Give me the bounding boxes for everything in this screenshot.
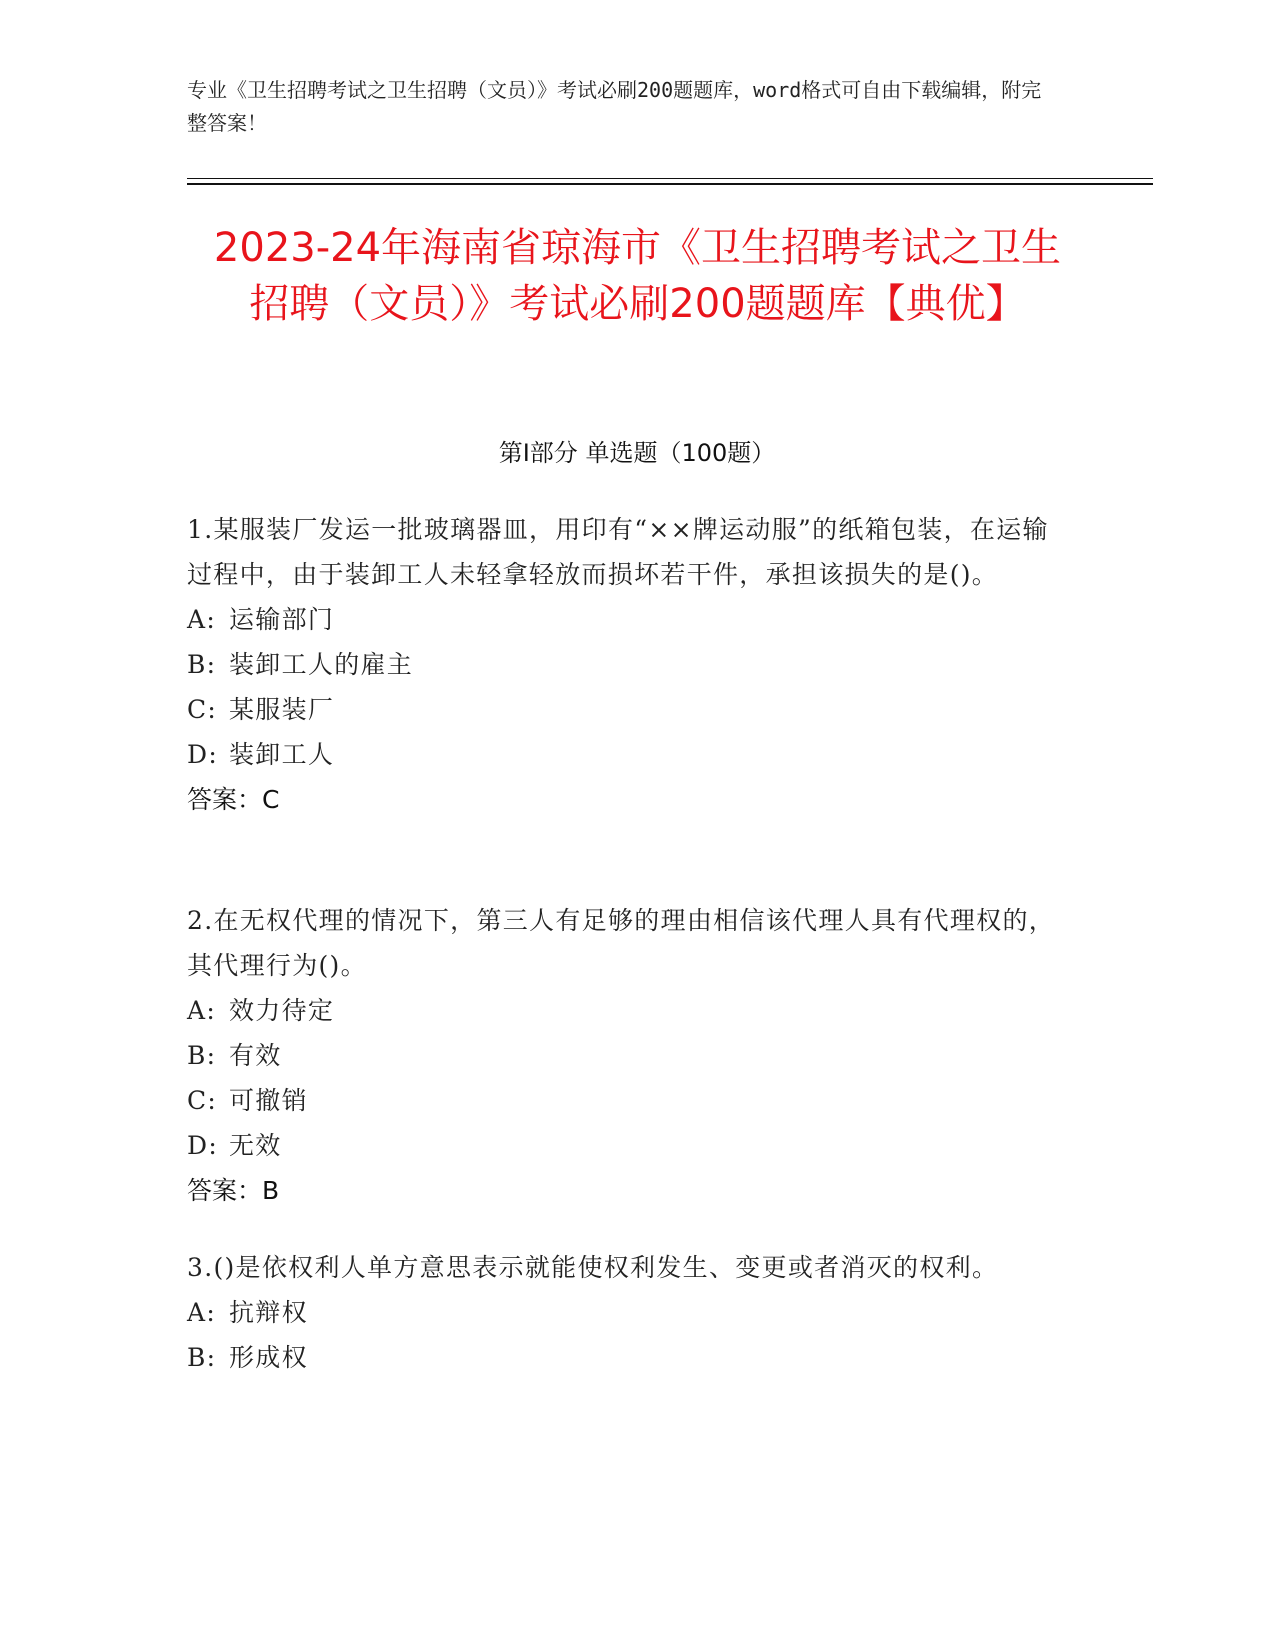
- option-label: B:: [187, 1343, 217, 1372]
- option-text: 抗辩权: [229, 1298, 308, 1327]
- option-a: [187, 1290, 1067, 1335]
- option-b: [187, 1335, 1067, 1380]
- option-text: 某服装厂: [229, 695, 335, 724]
- option-text: 形成权: [229, 1343, 308, 1372]
- question-2: [187, 898, 1067, 1213]
- option-label: C:: [187, 695, 218, 724]
- option-b: [187, 1033, 1067, 1078]
- header-rule-thin: [187, 178, 1153, 179]
- option-text: 效力待定: [229, 996, 335, 1025]
- question-1: [187, 507, 1067, 822]
- option-text: 可撤销: [229, 1086, 308, 1115]
- question-stem: 1.某服装厂发运一批玻璃器皿，用印有“××牌运动服”的纸箱包装，在运输过程中，由于装卸工人未轻拿轻放而损坏若干件，承担该损失的是()。: [187, 515, 1049, 589]
- option-text: 无效: [229, 1131, 282, 1160]
- question-stem: 2.在无权代理的情况下，第三人有足够的理由相信该代理人具有代理权的，其代理行为()。: [187, 906, 1056, 980]
- option-label: C:: [187, 1086, 218, 1115]
- header-note: 专业《卫生招聘考试之卫生招聘（文员）》考试必刷200题题库，word格式可自由下载编辑，附完整答案！: [187, 78, 1042, 135]
- option-label: B:: [187, 1041, 217, 1070]
- option-c: [187, 1078, 1067, 1123]
- option-b: [187, 642, 1067, 687]
- option-d: [187, 732, 1067, 777]
- option-d: [187, 1123, 1067, 1168]
- answer-line: 答案：B: [187, 1176, 280, 1205]
- answer-line: 答案：C: [187, 785, 280, 814]
- option-label: A:: [187, 996, 217, 1025]
- option-text: 装卸工人: [229, 740, 335, 769]
- header-rule-thick: [187, 183, 1153, 185]
- option-label: D:: [187, 740, 219, 769]
- option-a: [187, 597, 1067, 642]
- option-label: A:: [187, 1298, 217, 1327]
- option-label: A:: [187, 605, 217, 634]
- option-c: [187, 687, 1067, 732]
- document-title: 2023-24年海南省琼海市《卫生招聘考试之卫生招聘（文员）》考试必刷200题题库【典优】: [213, 225, 1062, 327]
- option-a: [187, 988, 1067, 1033]
- option-label: D:: [187, 1131, 219, 1160]
- option-text: 有效: [229, 1041, 282, 1070]
- question-3: [187, 1245, 1067, 1380]
- question-stem: 3.()是依权利人单方意思表示就能使权利发生、变更或者消灭的权利。: [187, 1253, 999, 1282]
- section-title: 第I部分 单选题（100题）: [498, 439, 776, 467]
- option-text: 装卸工人的雇主: [229, 650, 414, 679]
- option-label: B:: [187, 650, 217, 679]
- option-text: 运输部门: [229, 605, 335, 634]
